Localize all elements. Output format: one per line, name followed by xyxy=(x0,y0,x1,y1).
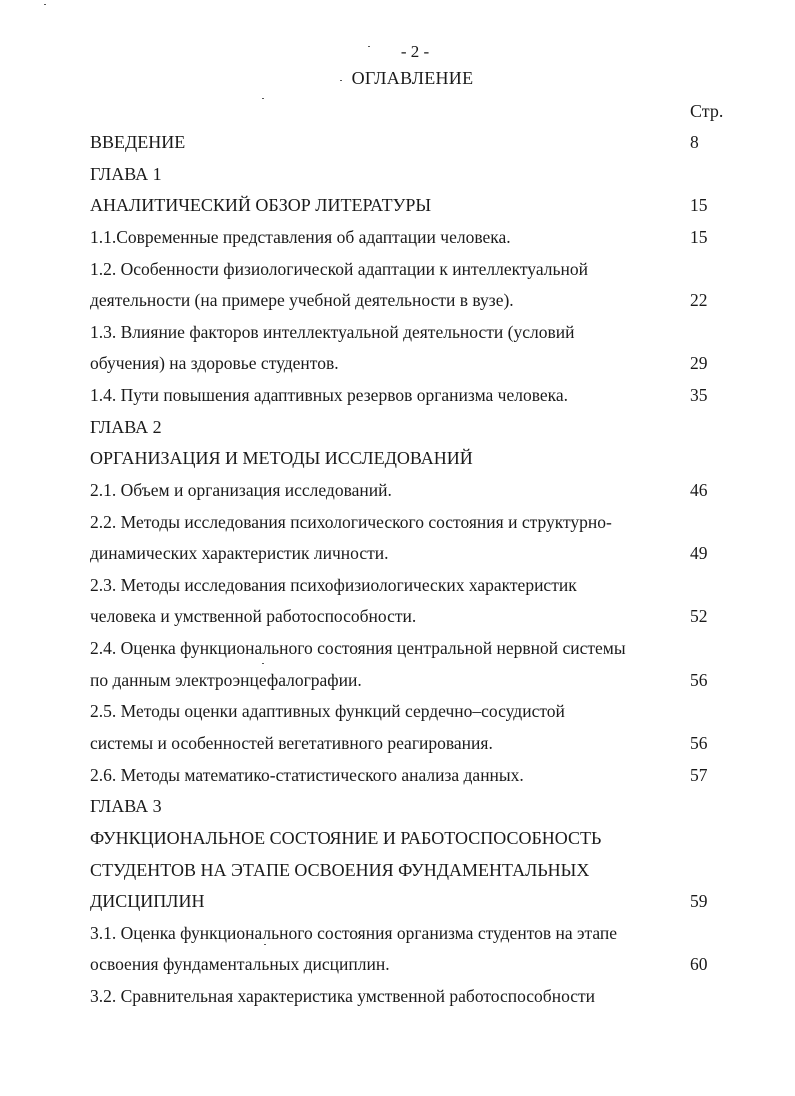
toc-line: 2.3. Методы исследования психофизиологических характеристик xyxy=(90,575,577,595)
toc-line: 2.6. Методы математико-статистического анализа данных. xyxy=(90,765,524,785)
toc-page: 15 xyxy=(690,227,708,247)
toc-page: 57 xyxy=(690,765,708,785)
toc-line: ГЛАВА 3 xyxy=(90,796,162,816)
scan-speck xyxy=(340,80,342,81)
toc-line: 3.2. Сравнительная характеристика умственной работоспособности xyxy=(90,986,596,1006)
toc-line: человека и умственной работоспособности. xyxy=(90,606,417,626)
toc-page: 46 xyxy=(690,480,708,500)
toc-page: 15 xyxy=(690,195,708,215)
toc-line: деятельности (на примере учебной деятельности в вузе). xyxy=(90,290,514,310)
scan-speck xyxy=(44,4,46,5)
toc-line: 2.4. Оценка функционального состояния центральной нервной системы xyxy=(90,638,626,658)
toc-line: ГЛАВА 2 xyxy=(90,417,162,437)
toc-line: ВВЕДЕНИЕ xyxy=(90,132,186,152)
toc-page: 56 xyxy=(690,733,708,753)
toc-line: ГЛАВА 1 xyxy=(90,164,162,184)
scan-speck xyxy=(262,98,264,99)
toc-page: 22 xyxy=(690,290,708,310)
toc-line: 3.1. Оценка функционального состояния организма студентов на этапе xyxy=(90,923,618,943)
toc-line: 2.5. Методы оценки адаптивных функций сердечно–сосудистой xyxy=(90,701,565,721)
scan-speck xyxy=(368,46,370,47)
toc-page: 52 xyxy=(690,606,708,626)
page-column-header: Стр. xyxy=(690,101,724,121)
toc-page: 29 xyxy=(690,353,708,373)
scan-speck xyxy=(262,663,264,664)
toc-line: 1.1.Современные представления об адаптации человека. xyxy=(90,227,511,247)
toc-page: 60 xyxy=(690,954,708,974)
toc-line: обучения) на здоровье студентов. xyxy=(90,353,339,373)
toc-line: освоения фундаментальных дисциплин. xyxy=(90,954,390,974)
toc-page: 49 xyxy=(690,543,708,563)
toc-line: 1.4. Пути повышения адаптивных резервов организма человека. xyxy=(90,385,569,405)
toc-line: 2.2. Методы исследования психологического состояния и структурно- xyxy=(90,512,612,532)
toc-line: 1.2. Особенности физиологической адаптации к интеллектуальной xyxy=(90,259,588,279)
toc-line: СТУДЕНТОВ НА ЭТАПЕ ОСВОЕНИЯ ФУНДАМЕНТАЛЬНЫХ xyxy=(90,860,590,880)
toc-page: 59 xyxy=(690,891,708,911)
toc-page: 8 xyxy=(690,132,699,152)
toc-line: 2.1. Объем и организация исследований. xyxy=(90,480,392,500)
toc-line: 1.3. Влияние факторов интеллектуальной деятельности (условий xyxy=(90,322,575,342)
toc-line: АНАЛИТИЧЕСКИЙ ОБЗОР ЛИТЕРАТУРЫ xyxy=(90,195,432,215)
toc-line: ОРГАНИЗАЦИЯ И МЕТОДЫ ИССЛЕДОВАНИЙ xyxy=(90,448,473,468)
toc-title: ОГЛАВЛЕНИЕ xyxy=(351,68,474,88)
toc-line: ФУНКЦИОНАЛЬНОЕ СОСТОЯНИЕ И РАБОТОСПОСОБНОСТЬ xyxy=(90,828,602,848)
toc-page: 35 xyxy=(690,385,708,405)
toc-line: по данным электроэнцефалографии. xyxy=(90,670,362,690)
toc-line: динамических характеристик личности. xyxy=(90,543,389,563)
toc-page: 56 xyxy=(690,670,708,690)
page-number: - 2 - xyxy=(400,42,430,61)
toc-line: ДИСЦИПЛИН xyxy=(90,891,205,911)
toc-line: системы и особенностей вегетативного реагирования. xyxy=(90,733,493,753)
scan-speck xyxy=(264,944,266,945)
